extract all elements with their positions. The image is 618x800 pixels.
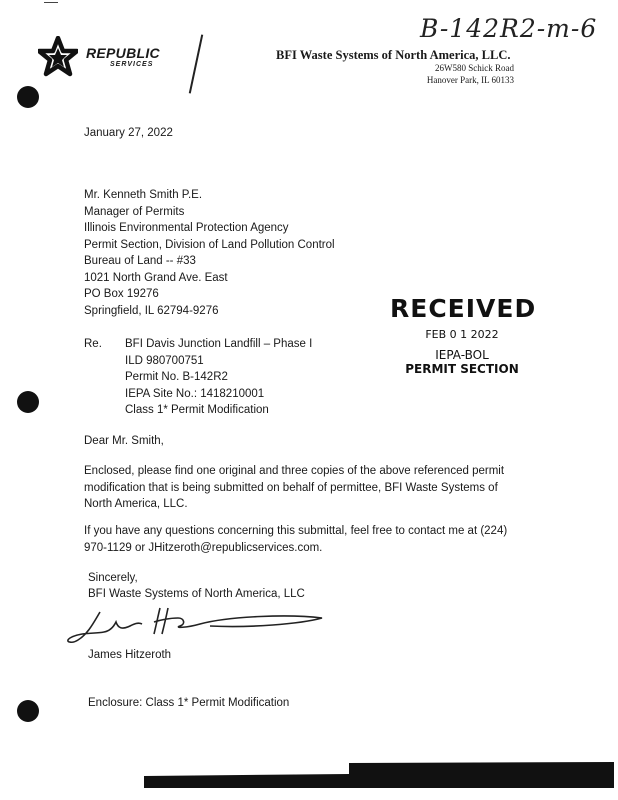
signer-name: James Hitzeroth (88, 649, 172, 661)
closing: Sincerely, (88, 572, 138, 584)
letter-date: January 27, 2022 (84, 127, 173, 139)
body-line: modification that is being submitted on behalf of permittee, BFI Waste Systems of (84, 481, 498, 494)
handwritten-reference: B-142R2-m-6 (420, 14, 598, 43)
recipient-block (84, 187, 335, 319)
re-line: Class 1* Permit Modification (125, 404, 269, 416)
recipient-line: PO Box 19276 (84, 288, 159, 300)
body-line: 970-1129 or JHitzeroth@republicservices.com. (84, 541, 323, 554)
re-line: ILD 980700751 (125, 354, 204, 367)
recipient-line: Permit Section, Division of Land Pollution Control (84, 238, 335, 251)
body-line: If you have any questions concerning this submittal, feel free to contact me at (224) (84, 525, 508, 537)
stamp-title: RECEIVED (390, 294, 537, 323)
received-stamp (390, 294, 537, 376)
scan-mark (44, 2, 58, 3)
body-paragraph-2 (84, 523, 507, 556)
company-street: 26W580 Schick Road (435, 63, 514, 73)
stamp-line1: IEPA-BOL (435, 348, 489, 362)
stamp-date: FEB 0 1 2022 (425, 328, 499, 341)
republic-services-logo (38, 36, 188, 82)
body-paragraph-1 (84, 463, 504, 513)
recipient-line: Manager of Permits (84, 205, 185, 218)
recipient-line: Springfield, IL 62794-9276 (84, 304, 219, 317)
re-line: IEPA Site No.: 1418210001 (125, 387, 265, 400)
body-line: North America, LLC. (84, 498, 188, 510)
re-label: Re. (84, 338, 102, 350)
closing-company: BFI Waste Systems of North America, LLC (88, 588, 305, 600)
company-name: BFI Waste Systems of North America, LLC. (276, 48, 511, 62)
punch-hole-bottom (17, 700, 39, 722)
punch-hole-top (17, 86, 39, 108)
signature-graphic (60, 604, 330, 648)
logo-divider (189, 34, 203, 93)
stamp-line2: PERMIT SECTION (405, 362, 519, 376)
punch-hole-middle (17, 391, 39, 413)
company-city: Hanover Park, IL 60133 (426, 75, 514, 85)
body-line: Enclosed, please find one original and three copies of the above referenced permit (84, 465, 505, 477)
enclosure-line: Enclosure: Class 1* Permit Modification (88, 697, 290, 709)
recipient-line: 1021 North Grand Ave. East (84, 271, 228, 284)
salutation: Dear Mr. Smith, (84, 435, 164, 447)
re-line: Permit No. B-142R2 (125, 371, 228, 383)
logo-sub: SERVICES (110, 61, 154, 68)
republic-star-icon (38, 36, 78, 78)
logo-brand: REPUBLIC (86, 45, 160, 61)
recipient-line: Illinois Environmental Protection Agency (84, 222, 289, 234)
scan-edge-bar (144, 762, 614, 788)
recipient-line: Bureau of Land -- #33 (84, 255, 196, 267)
re-block (125, 336, 312, 419)
re-line: BFI Davis Junction Landfill – Phase I (125, 338, 313, 350)
recipient-line: Mr. Kenneth Smith P.E. (84, 189, 203, 201)
